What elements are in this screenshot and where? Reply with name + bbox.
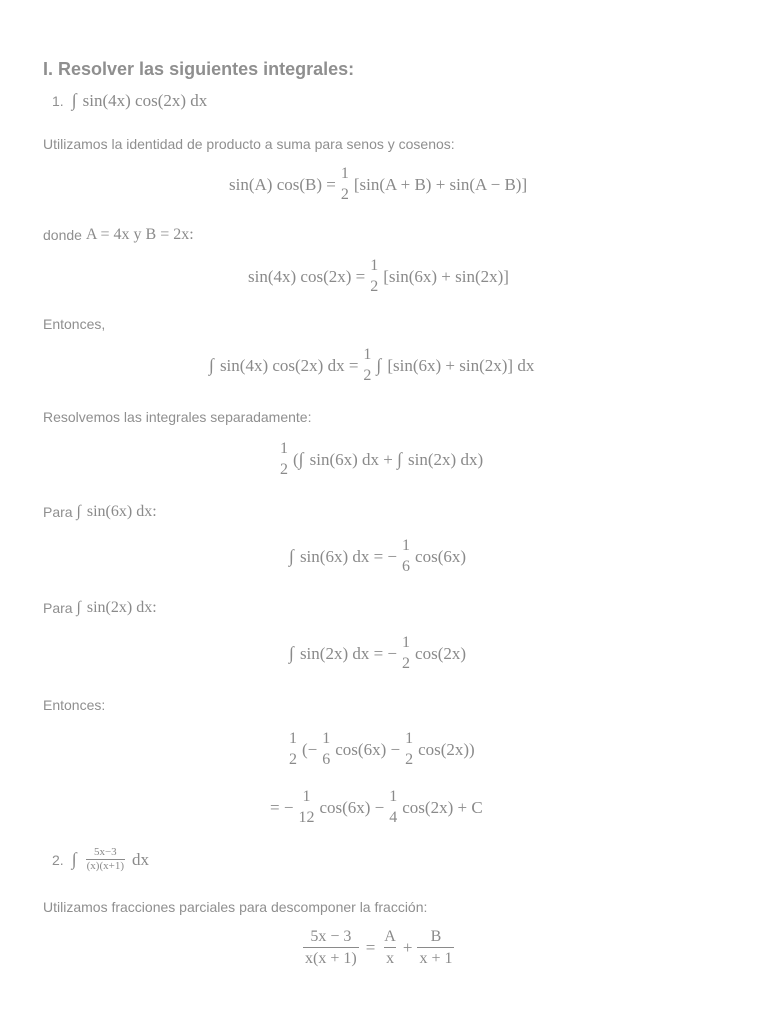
paragraph <box>43 599 157 617</box>
term: sin(2x) dx) <box>408 449 484 469</box>
equation-partial-fractions <box>300 929 457 967</box>
integral-symbol: ∫ <box>76 599 81 616</box>
fraction <box>296 789 316 826</box>
equation-result <box>270 789 483 826</box>
numerator: 1 <box>389 788 398 805</box>
numerator: 1 <box>289 730 297 747</box>
integral-symbol: ∫ <box>289 546 294 566</box>
numerator: 1 <box>302 788 311 805</box>
fraction <box>303 929 359 967</box>
numerator: 1 <box>322 730 331 747</box>
denominator: 2 <box>289 751 297 768</box>
paragraph-text: donde <box>43 227 82 243</box>
paragraph-text: Para <box>43 600 73 616</box>
paragraph-text: Para <box>43 504 73 520</box>
fraction <box>320 731 332 768</box>
paren-open: (− <box>302 739 318 759</box>
fraction <box>417 929 454 967</box>
equation-left: sin(2x) dx = − <box>299 643 398 663</box>
fraction <box>287 731 299 768</box>
equation-integral <box>209 347 534 384</box>
equation-sin6x <box>289 538 466 575</box>
integral-symbol: ∫ <box>76 503 81 520</box>
fraction <box>400 635 412 672</box>
denominator: 2 <box>363 367 372 384</box>
paragraph: Utilizamos la identidad de producto a suma para senos y cosenos: <box>43 136 455 152</box>
integral-symbol: ∫ <box>71 849 77 869</box>
integral-symbol: ∫ <box>376 355 382 375</box>
paragraph: Entonces: <box>43 697 106 713</box>
numerator: 1 <box>402 537 411 554</box>
fraction <box>361 347 373 384</box>
term: sin(6x) dx + <box>309 449 393 469</box>
term: cos(2x)) <box>418 739 475 759</box>
term: = − <box>270 797 294 817</box>
integral-symbol: ∫ <box>397 449 403 469</box>
fraction <box>278 441 290 478</box>
differential: dx <box>131 849 149 869</box>
equation-left: sin(4x) cos(2x) = <box>248 266 366 286</box>
list-item-2 <box>52 846 149 873</box>
fraction <box>400 538 412 575</box>
denominator: 6 <box>402 558 411 575</box>
section-heading: I. Resolver las siguientes integrales: <box>43 59 355 79</box>
equation-right: cos(6x) <box>415 546 467 566</box>
fraction <box>403 731 415 768</box>
term: cos(6x) − <box>319 797 385 817</box>
list-number: 1. <box>52 92 64 109</box>
integral-symbol: ∫ <box>209 355 214 375</box>
numerator: 1 <box>405 730 414 747</box>
denominator: 2 <box>405 751 414 768</box>
inline-math: sin(6x) dx: <box>86 503 157 520</box>
denominator: x(x + 1) <box>303 947 359 967</box>
integral-symbol: ∫ <box>71 90 77 110</box>
denominator: x + 1 <box>417 947 454 967</box>
paragraph <box>43 226 194 244</box>
denominator: 2 <box>402 655 411 672</box>
list-number: 2. <box>52 851 64 868</box>
numerator: 5x − 3 <box>310 928 352 945</box>
fraction <box>86 846 125 873</box>
denominator: 2 <box>280 461 288 478</box>
fraction <box>339 166 351 203</box>
integral-expression: sin(4x) cos(2x) dx <box>82 90 208 110</box>
equation-right: [sin(6x) + sin(2x)] <box>383 266 509 286</box>
equation-left: sin(6x) dx = − <box>299 546 398 566</box>
equation-split <box>275 441 483 478</box>
equals-sign: = <box>365 938 376 957</box>
denominator: 2 <box>340 186 349 203</box>
term: cos(6x) − <box>335 739 401 759</box>
denominator: 12 <box>298 809 315 826</box>
term: cos(2x) + C <box>402 797 483 817</box>
equation-right: [sin(A + B) + sin(A − B)] <box>353 174 528 194</box>
paragraph: Resolvemos las integrales separadamente: <box>43 409 312 425</box>
numerator: A <box>384 928 396 945</box>
equation-right: cos(2x) <box>415 643 467 663</box>
inline-math: sin(2x) dx: <box>86 599 157 616</box>
numerator: 1 <box>370 257 379 274</box>
numerator: 1 <box>340 165 349 182</box>
equation-left: sin(4x) cos(2x) dx = <box>219 355 359 375</box>
fraction <box>382 929 398 967</box>
equation-combined <box>284 731 475 768</box>
denominator: 2 <box>370 278 379 295</box>
plus-sign: + <box>402 938 413 957</box>
fraction <box>368 258 380 295</box>
integral-symbol: ∫ <box>289 643 294 663</box>
numerator: 1 <box>363 346 372 363</box>
equation-substituted <box>248 258 509 295</box>
list-item-1 <box>52 90 207 111</box>
paren-open: ( <box>293 449 299 469</box>
equation-identity <box>229 166 527 203</box>
denominator: x <box>384 947 396 967</box>
numerator: 5x−3 <box>93 846 117 858</box>
numerator: 1 <box>402 634 411 651</box>
equation-sin2x <box>289 635 466 672</box>
fraction <box>387 789 399 826</box>
denominator: (x)(x+1) <box>86 860 124 872</box>
equation-right: [sin(6x) + sin(2x)] dx <box>387 355 535 375</box>
paragraph <box>43 503 157 521</box>
denominator: 6 <box>322 751 331 768</box>
equation-left: sin(A) cos(B) = <box>229 174 336 194</box>
paragraph: Entonces, <box>43 316 106 332</box>
numerator: B <box>430 928 442 945</box>
inline-math: A = 4x y B = 2x: <box>85 226 194 243</box>
denominator: 4 <box>389 809 398 826</box>
integral-symbol: ∫ <box>298 449 304 469</box>
paragraph: Utilizamos fracciones parciales para descomponer la fracción: <box>43 899 428 915</box>
numerator: 1 <box>280 440 288 457</box>
